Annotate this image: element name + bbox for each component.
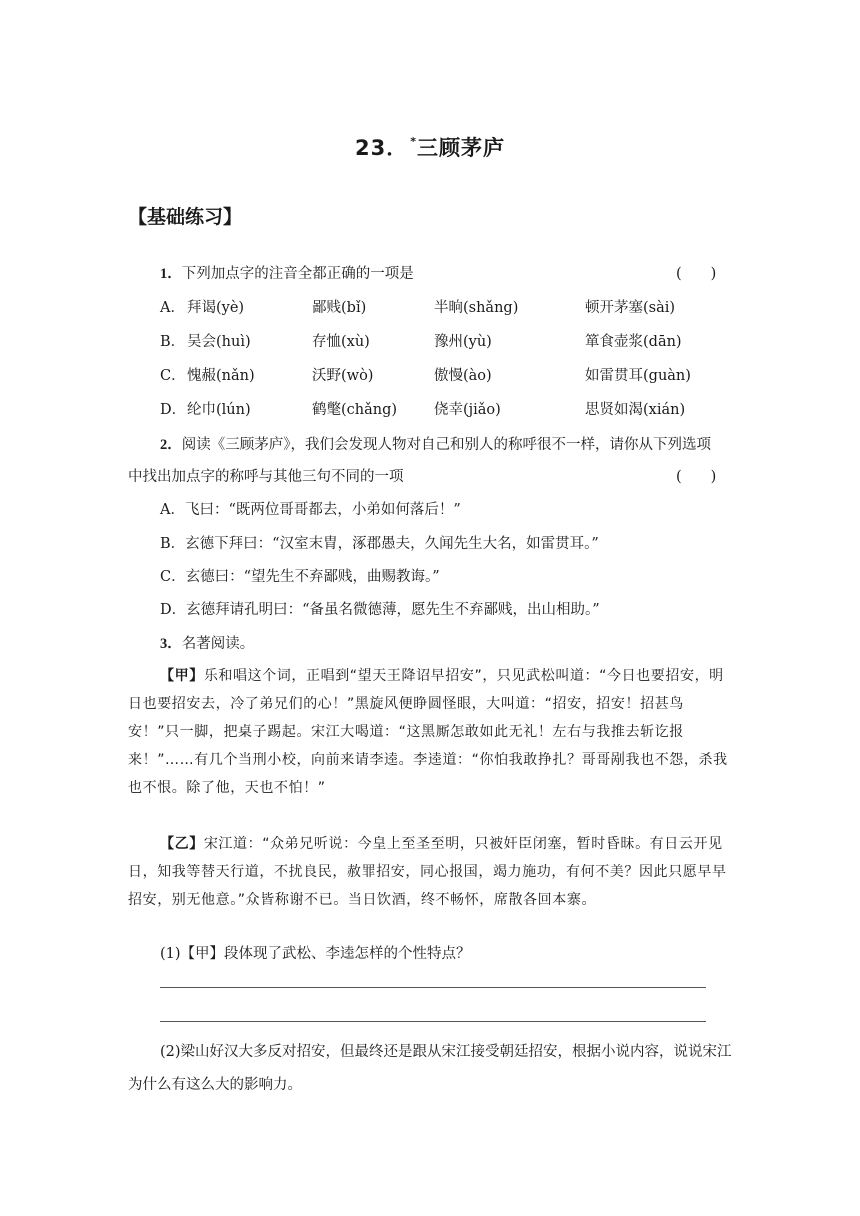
q1-option-b-item: 箪食壶浆(dān) bbox=[585, 334, 682, 350]
section-heading: 【基础练习】 bbox=[128, 206, 243, 228]
answer-line[interactable] bbox=[160, 1021, 706, 1022]
answer-line[interactable] bbox=[160, 987, 706, 988]
q3-stem-line bbox=[160, 632, 254, 653]
q1-option-d-item: 侥幸(jiǎo) bbox=[434, 402, 501, 418]
q1-option-d-item: 纶巾(lún) bbox=[187, 402, 251, 418]
q2-stem-line1 bbox=[160, 433, 711, 454]
q1-stem: 下列加点字的注音全都正确的一项是 bbox=[181, 266, 414, 282]
passage-yi bbox=[128, 830, 730, 914]
q1-option-d-label: D． bbox=[160, 402, 187, 418]
q2-option-a: A．飞曰：“既两位哥哥都去，小弟如何落后！” bbox=[160, 502, 461, 518]
q1-option-b-item: 豫州(yù) bbox=[434, 334, 492, 350]
page-title bbox=[0, 132, 860, 162]
q1-option-a-label: A． bbox=[160, 300, 185, 316]
q1-option-c-item: 沃野(wò) bbox=[312, 368, 374, 384]
q1-answer-paren: ( ) bbox=[676, 266, 717, 282]
q1-option-c-label: C． bbox=[160, 368, 186, 384]
q1-option-a-item: 顿开茅塞(sài) bbox=[585, 300, 676, 316]
q3-number: 3． bbox=[160, 636, 182, 652]
q1-option-a-item: 拜谒(yè) bbox=[187, 300, 245, 316]
q2-number: 2． bbox=[160, 437, 182, 453]
title-star: * bbox=[410, 135, 417, 148]
q2-option-c: C．玄德曰：“望先生不弃鄙贱，曲赐教诲。” bbox=[160, 569, 440, 585]
q2-stem-line2: 中找出加点字的称呼与其他三句不同的一项 bbox=[128, 469, 404, 485]
q1-option-a-item: 半晌(shǎng) bbox=[434, 300, 519, 316]
q3-sub2: (2)梁山好汉大多反对招安，但最终还是跟从宋江接受朝廷招安，根据小说内容，说说宋江为什么有这么大的影响力。 bbox=[128, 1044, 732, 1093]
q1-option-c-item: 愧赧(nǎn) bbox=[187, 368, 255, 384]
q2-option-d: D．玄德拜请孔明曰：“备虽名微德薄，愿先生不弃鄙贱，出山相助。” bbox=[160, 602, 600, 618]
passage-jia-tag: 【甲】 bbox=[160, 668, 204, 684]
passage-jia bbox=[128, 662, 730, 802]
q1-number: 1． bbox=[160, 266, 182, 282]
q1-stem-line bbox=[160, 262, 414, 283]
q1-option-b-label: B． bbox=[160, 334, 186, 350]
q1-option-b-item: 存恤(xù) bbox=[312, 334, 370, 350]
q1-option-c-item: 傲慢(ào) bbox=[434, 368, 492, 384]
title-text: 三顾茅庐 bbox=[417, 136, 505, 160]
q3-stem: 名著阅读。 bbox=[181, 636, 255, 652]
q3-sub1: (1)【甲】段体现了武松、李逵怎样的个性特点？ bbox=[160, 946, 471, 962]
q1-option-a-item: 鄙贱(bǐ) bbox=[312, 300, 367, 316]
q1-option-b-item: 吴会(huì) bbox=[187, 334, 251, 350]
q1-option-d-item: 鹤氅(chǎng) bbox=[312, 402, 398, 418]
passage-jia-text: 乐和唱这个词，正唱到“望天王降诏早招安”，只见武松叫道：“今日也要招安，明日也要招安去，冷了弟兄们的心！”黑旋风便睁圆怪眼，大叫道：“招安，招安！招甚鸟安！”只一脚，把桌子踢起。宋江大喝道：“这黑厮怎敢如此无礼！左右与我推去斩讫报来！”……有几个当刑小校，向前来请李逵。李逵道：“你怕我敢挣扎？哥哥剐我也不怨，杀我也不恨。除了他，天也不怕！” bbox=[128, 668, 728, 796]
passage-yi-tag: 【乙】 bbox=[160, 836, 204, 852]
q1-option-d-item: 思贤如渴(xián) bbox=[585, 402, 686, 418]
title-number: 23． bbox=[355, 136, 409, 160]
q1-option-c-item: 如雷贯耳(guàn) bbox=[585, 368, 691, 384]
q2-answer-paren: ( ) bbox=[676, 469, 717, 485]
q2-stem-1: 阅读《三顾茅庐》，我们会发现人物对自己和别人的称呼很不一样，请你从下列选项 bbox=[181, 437, 711, 453]
passage-yi-text: 宋江道：“众弟兄听说：今皇上至圣至明，只被奸臣闭塞，暂时昏昧。有日云开见日，知我等替天行道，不扰良民，赦罪招安，同心报国，竭力施功，有何不美？因此只愿早早招安，别无他意。”众皆称谢不已。当日饮酒，终不畅怀，席散各回本寨。 bbox=[128, 836, 727, 908]
q2-option-b: B．玄德下拜曰：“汉室末胄，涿郡愚夫，久闻先生大名，如雷贯耳。” bbox=[160, 536, 599, 552]
